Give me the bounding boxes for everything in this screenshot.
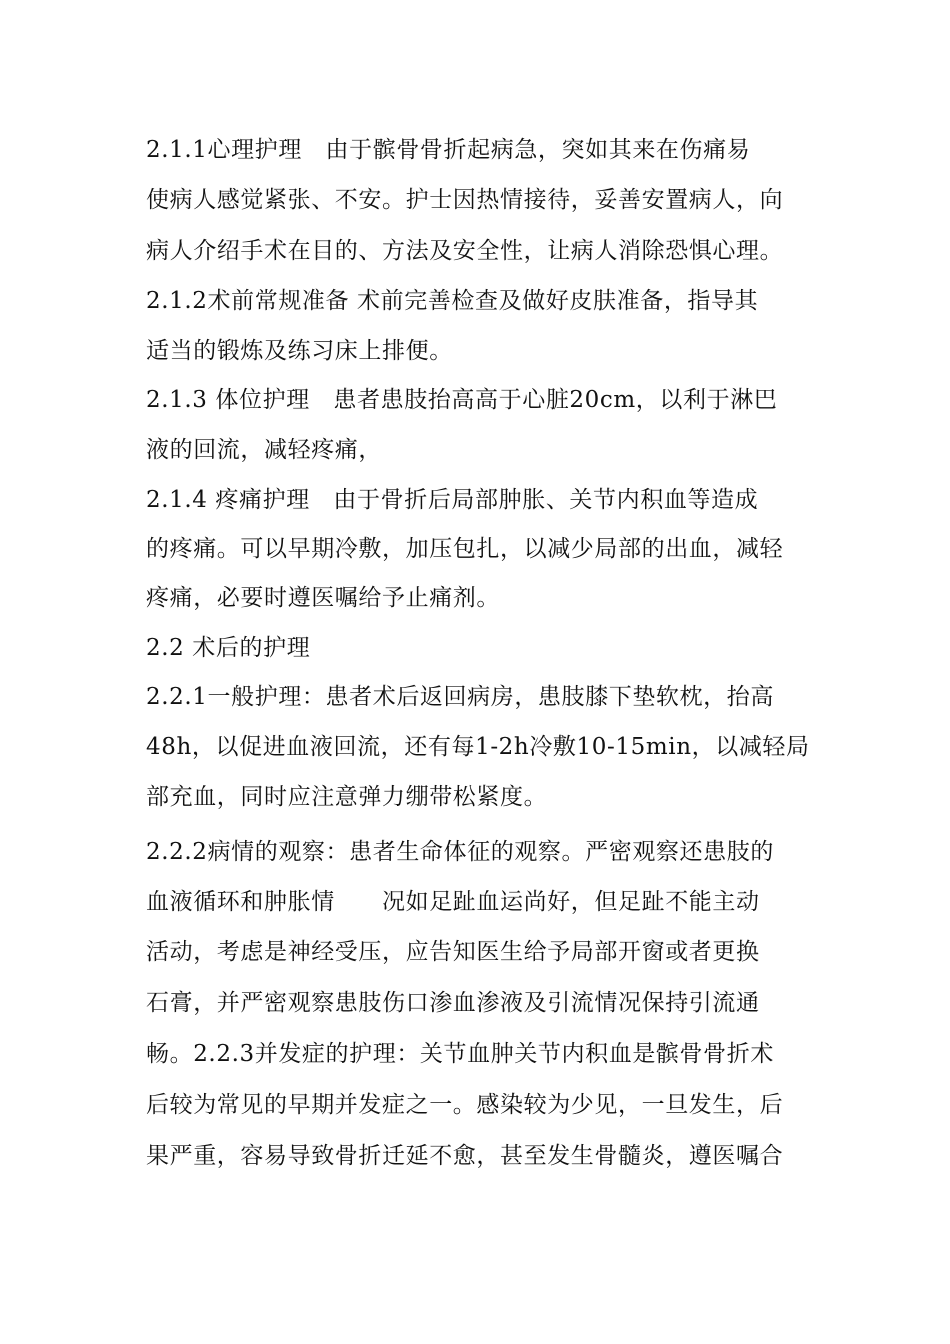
text-line-17: 活动，考虑是神经受压，应告知医生给予局部开窗或者更换	[146, 939, 760, 965]
text-line-7: 液的回流，减轻疼痛，	[146, 437, 382, 463]
text-line-6: 2.1.3 体位护理 患者患肢抬高高于心脏20cm，以利于淋巴	[146, 387, 778, 413]
text-line-13: 48h，以促进血液回流，还有每1-2h冷敷10-15min，以减轻局	[146, 734, 810, 760]
text-line-5: 适当的锻炼及练习床上排便。	[146, 338, 453, 364]
text-line-1: 2.1.1心理护理 由于髌骨骨折起病急，突如其来在伤痛易	[146, 137, 751, 163]
text-line-14: 部充血，同时应注意弹力绷带松紧度。	[146, 784, 548, 810]
text-line-4: 2.1.2术前常规准备 术前完善检查及做好皮肤准备，指导其	[146, 288, 759, 314]
text-line-12: 2.2.1一般护理：患者术后返回病房，患肢膝下垫软枕，抬高	[146, 684, 774, 710]
text-line-9: 的疼痛。可以早期冷敷，加压包扎，以减少局部的出血，减轻	[146, 536, 784, 562]
section-heading: 2.2 术后的护理	[146, 635, 311, 661]
text-line-10: 疼痛，必要时遵医嘱给予止痛剂。	[146, 585, 500, 611]
text-line-18: 石膏，并严密观察患肢伤口渗血渗液及引流情况保持引流通	[146, 990, 760, 1016]
text-line-15: 2.2.2病情的观察：患者生命体征的观察。严密观察还患肢的	[146, 839, 774, 865]
text-line-3: 病人介绍手术在目的、方法及安全性，让病人消除恐惧心理。	[146, 238, 784, 264]
text-line-2: 使病人感觉紧张、不安。护士因热情接待，妥善安置病人，向	[146, 187, 784, 213]
text-line-8: 2.1.4 疼痛护理 由于骨折后局部肿胀、关节内积血等造成	[146, 487, 759, 513]
text-line-21: 果严重，容易导致骨折迁延不愈，甚至发生骨髓炎，遵医嘱合	[146, 1143, 784, 1169]
text-line-16: 血液循环和肿胀情 况如足趾血运尚好，但足趾不能主动	[146, 889, 760, 915]
text-line-20: 后较为常见的早期并发症之一。感染较为少见，一旦发生，后	[146, 1092, 784, 1118]
text-line-19: 畅。2.2.3并发症的护理：关节血肿关节内积血是髌骨骨折术	[146, 1041, 774, 1067]
